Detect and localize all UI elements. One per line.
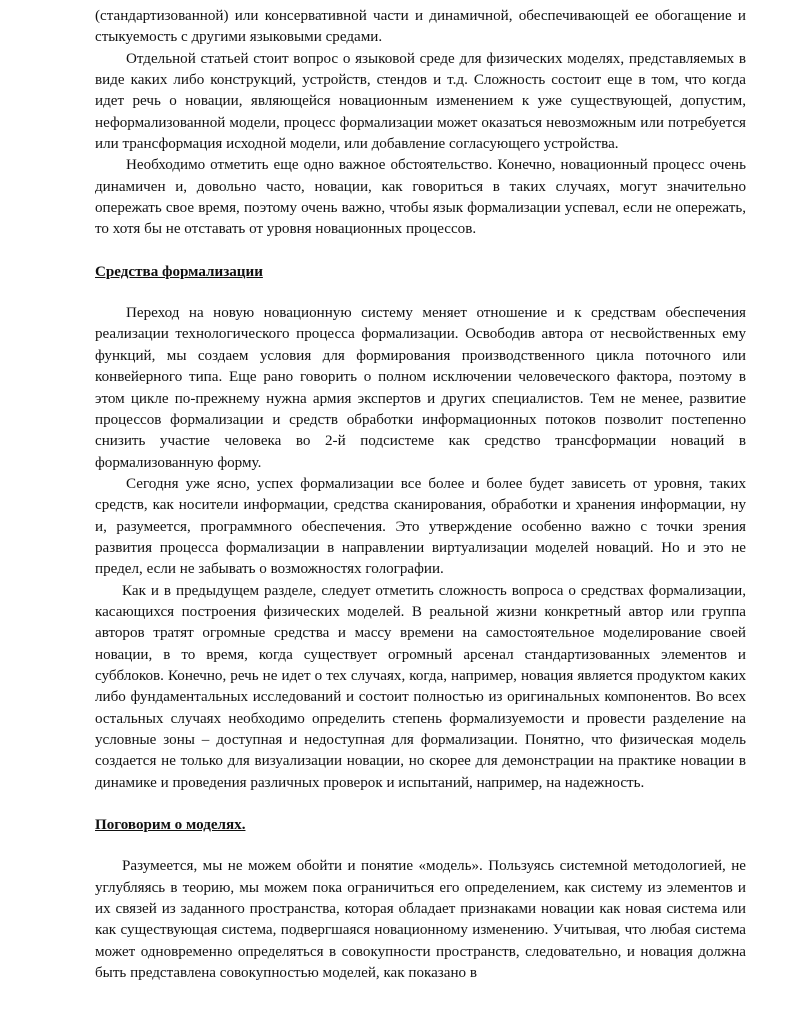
document-page (95, 6, 746, 984)
intro-paragraph-continued: (стандартизованной) или консервативной части и динамичной, обеспечивающей ее обогащение и стыкуемость с другими языковыми средами. (95, 8, 746, 46)
body-paragraph: Как и в предыдущем разделе, следует отметить сложность вопроса о средствах формализации, касающихся построения физических моделей. В реальной жизни конкретный автор или группа авторов тратят огромные средства и массу времени на самостоятельное моделирование своей новации, в то время, когда существует огромный арсенал стандартизованных элементов и субблоков. Конечно, речь не идет о тех случаях, когда, например, новация является продуктом каких либо фундаментальных исследований и состоит полностью из оригинальных компонентов. Во всех остальных случаях необходимо определить степень формализуемости и провести разделение на условные зоны – доступная и недоступная для формализации. Понятно, что физическая модель создается не только для визуализации новации, но скорее для демонстрации на практике новации в динамике и проведения различных проверок и испытаний, например, на надежность. (95, 582, 746, 791)
body-paragraph: Разумеется, мы не можем обойти и понятие «модель». Пользуясь системной методологией, не углубляясь в теорию, мы можем пока ограничиться его определением, как систему из элементов и их связей из заданного пространства, которая обладает признаками новации как новая система или как существующая система, подвергшаяся новационному изменению. Учитывая, что любая система может одновременно определяться в совокупности пространств, следовательно, и новация должна быть представлена совокупностью моделей, как показано в (95, 858, 746, 982)
intro-paragraph: Необходимо отметить еще одно важное обстоятельство. Конечно, новационный процесс очень динамичен и, довольно часто, новации, как говориться в таких случаях, могут значительно опережать свое время, поэтому очень важно, чтобы язык формализации успевал, если не опережать, то хотя бы не отставать от уровня новационных процессов. (95, 157, 746, 238)
body-paragraph: Переход на новую новационную систему меняет отношение и к средствам обеспечения реализации технологического процесса формализации. Освободив автора от несвойственных ему функций, мы создаем условия для формирования производственного цикла поточного или конвейерного типа. Еще рано говорить о полном исключении человеческого фактора, поэтому в этом цикле по-прежнему нужна армия экспертов и других специалистов. Тем не менее, развитие процессов формализации и средств обработки информационных потоков позволит постепенно снизить участие человека во 2-й подсистеме как средство трансформации новаций в формализованную форму. (95, 305, 746, 471)
body-paragraph: Сегодня уже ясно, успех формализации все более и более будет зависеть от уровня, таких средств, как носители информации, средства сканирования, обработки и хранения информации, ну и, разумеется, программного обеспечения. Это утверждение особенно важно с точки зрения развития процесса формализации в направлении виртуализации моделей новаций. Но и это не предел, если не забывать о возможностях голографии. (95, 475, 746, 578)
section-heading-formalization-tools: Средства формализации (95, 263, 263, 280)
section-heading-models: Поговорим о моделях. (95, 817, 246, 834)
intro-paragraph: Отдельной статьей стоит вопрос о языковой среде для физических моделях, представляемых в виде каких либо конструкций, устройств, стендов и т.д. Сложность состоит еще в том, что когда идет речь о новации, являющейся новационным изменением к уже существующей, допустим, неформализованной модели, процесс формализации может оказаться невозможным или потребуется или трансформация исходной модели, или добавление согласующего устройства. (95, 50, 746, 153)
